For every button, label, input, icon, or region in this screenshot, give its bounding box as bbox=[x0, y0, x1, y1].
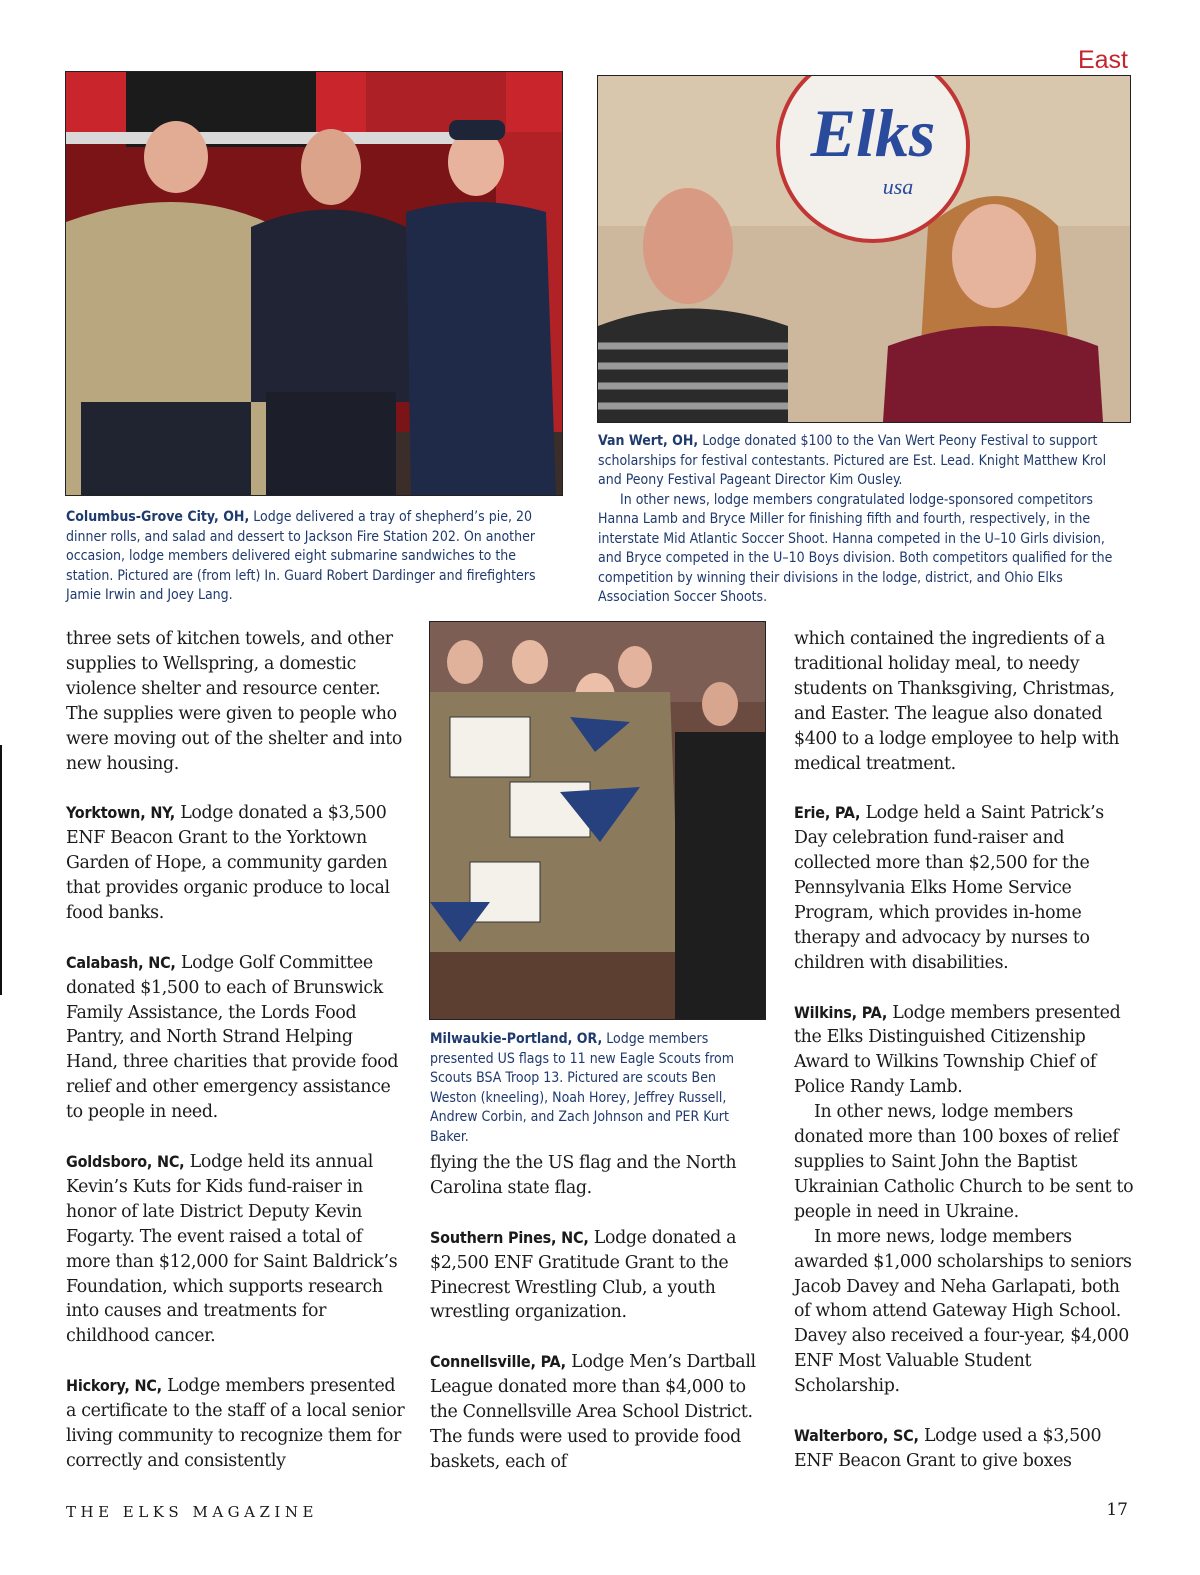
item-lead: Erie, PA, bbox=[794, 803, 861, 823]
columbus-photo bbox=[65, 71, 563, 496]
news-item-goldsboro bbox=[66, 1150, 406, 1349]
news-item-walterboro bbox=[794, 1424, 1134, 1474]
caption-text: Lodge delivered a tray of shepherd’s pie, 20 dinner rolls, and salad and dessert to Jackson Fire Station 202. On another occasion, lodge members delivered eight submarine sandwiches to the station. Pictured are (from left) In. Guard Robert Dardinger and firefighters Jamie Irwin and Joey Lang. bbox=[66, 509, 536, 603]
item-lead: Goldsboro, NC, bbox=[66, 1151, 185, 1171]
milwaukie-photo bbox=[429, 621, 766, 1020]
wilkins-more-2: In more news, lodge members awarded $1,000 scholarships to seniors Jacob Davey and Neha Garlapati, both of whom attend Gateway High School. Davey also received a four-year, $4,000 ENF Most Valuable Student Scholarship. bbox=[794, 1226, 1132, 1397]
column-3 bbox=[794, 627, 1134, 1474]
elks-logo-text: Elks bbox=[810, 95, 936, 171]
item-lead: Walterboro, SC, bbox=[794, 1425, 919, 1445]
item-text: Lodge held a Saint Patrick’s Day celebration fund-raiser and collected more than $2,500 for the Pennsylvania Elks Home Service Program, which provides in-home therapy and advocacy by nurses to children with disabilities. bbox=[794, 803, 1104, 973]
milwaukie-caption bbox=[430, 1030, 766, 1147]
column-2 bbox=[430, 1151, 766, 1475]
item-text: Lodge Golf Committee donated $1,500 to each of Brunswick Family Assistance, the Lords Food Pantry, and North Strand Helping Hand, three charities that provide food relief and other emergency assistance to people in need. bbox=[66, 952, 399, 1123]
caption-lead: Milwaukie-Portland, OR, bbox=[430, 1031, 603, 1047]
col3-intro: which contained the ingredients of a traditional holiday meal, to needy students on Thanksgiving, Christmas, and Easter. The league also donated $400 to a lodge employee to help with medical treatment. bbox=[794, 629, 1120, 774]
item-lead: Southern Pines, NC, bbox=[430, 1227, 589, 1247]
item-text: Lodge held its annual Kevin’s Kuts for Kids fund-raiser in honor of late District Deputy Kevin Fogarty. The event raised a total of more than $12,000 for Saint Baldrick’s Foundation, which supports research into causes and treatments for childhood cancer. bbox=[66, 1151, 398, 1347]
news-item-erie bbox=[794, 801, 1134, 975]
item-lead: Calabash, NC, bbox=[66, 952, 176, 972]
elks-logo-sub: usa bbox=[882, 174, 914, 199]
item-text: Lodge donated a $3,500 ENF Beacon Grant to the Yorktown Garden of Hope, a community garden that provides organic produce to local food banks. bbox=[66, 803, 390, 923]
col2-intro: flying the the US flag and the North Carolina state flag. bbox=[430, 1153, 737, 1198]
news-item-connellsville bbox=[430, 1350, 766, 1475]
magazine-title: THE ELKS MAGAZINE bbox=[66, 1503, 318, 1521]
vanwert-photo bbox=[597, 75, 1131, 423]
item-lead: Yorktown, NY, bbox=[66, 803, 176, 823]
news-item-wilkins bbox=[794, 1001, 1134, 1101]
columbus-caption bbox=[66, 508, 566, 606]
item-text: Lodge Men’s Dartball League donated more than $4,000 to the Connellsville Area School District. The funds were used to provide food baskets, each of bbox=[430, 1352, 756, 1472]
section-label: East bbox=[1077, 46, 1128, 74]
item-text: Lodge used a $3,500 ENF Beacon Grant to give boxes bbox=[794, 1425, 1102, 1471]
news-item-calabash bbox=[66, 951, 406, 1125]
item-lead: Wilkins, PA, bbox=[794, 1002, 888, 1022]
caption-text: Lodge members presented US flags to 11 new Eagle Scouts from Scouts BSA Troop 13. Pictured are scouts Ben Weston (kneeling), Noah Horey, Jeffrey Russell, Andrew Corbin, and Zach Johnson and PER Kurt Baker. bbox=[430, 1031, 735, 1145]
item-lead: Hickory, NC, bbox=[66, 1376, 162, 1396]
page-number: 17 bbox=[1106, 1500, 1128, 1520]
column-1 bbox=[66, 627, 406, 1474]
col1-intro: three sets of kitchen towels, and other supplies to Wellspring, a domestic violence shelter and resource center. The supplies were given to people who were moving out of the shelter and into new housing. bbox=[66, 629, 403, 774]
item-lead: Connellsville, PA, bbox=[430, 1352, 566, 1372]
caption-text: Lodge donated $100 to the Van Wert Peony Festival to support scholarships for festival contestants. Pictured are Est. Lead. Knight Matthew Krol and Peony Festival Pageant Director Kim Ousley. bbox=[598, 433, 1107, 488]
caption-text-2: In other news, lodge members congratulated lodge-sponsored competitors Hanna Lamb and Bryce Miller for finishing fifth and fourth, respectively, in the interstate Mid Atlantic Soccer Shoot. Hanna competed in the U–10 Girls division, and Bryce competed in the U–10 Boys division. Both competitors qualified for the competition by winning their divisions in the lodge, district, and Ohio Elks Association Soccer Shoots. bbox=[598, 491, 1113, 605]
caption-lead: Van Wert, OH, bbox=[598, 433, 699, 449]
item-text: Lodge members presented the Elks Distinguished Citizenship Award to Wilkins Township Chief of Police Randy Lamb. bbox=[794, 1002, 1121, 1098]
item-text: Lodge donated a $2,500 ENF Gratitude Grant to the Pinecrest Wrestling Club, a youth wrestling organization. bbox=[430, 1227, 737, 1323]
news-item-yorktown bbox=[66, 801, 406, 926]
wilkins-more-1: In other news, lodge members donated more than 100 boxes of relief supplies to Saint John the Baptist Ukrainian Catholic Church to be sent to people in need in Ukraine. bbox=[794, 1102, 1134, 1222]
news-item-hickory bbox=[66, 1374, 406, 1474]
item-text: Lodge members presented a certificate to the staff of a local senior living community to recognize them for correctly and consistently bbox=[66, 1376, 405, 1471]
page-edge-mark bbox=[0, 745, 2, 995]
news-item-southern-pines bbox=[430, 1226, 766, 1326]
caption-lead: Columbus-Grove City, OH, bbox=[66, 509, 250, 525]
vanwert-caption bbox=[598, 432, 1128, 608]
